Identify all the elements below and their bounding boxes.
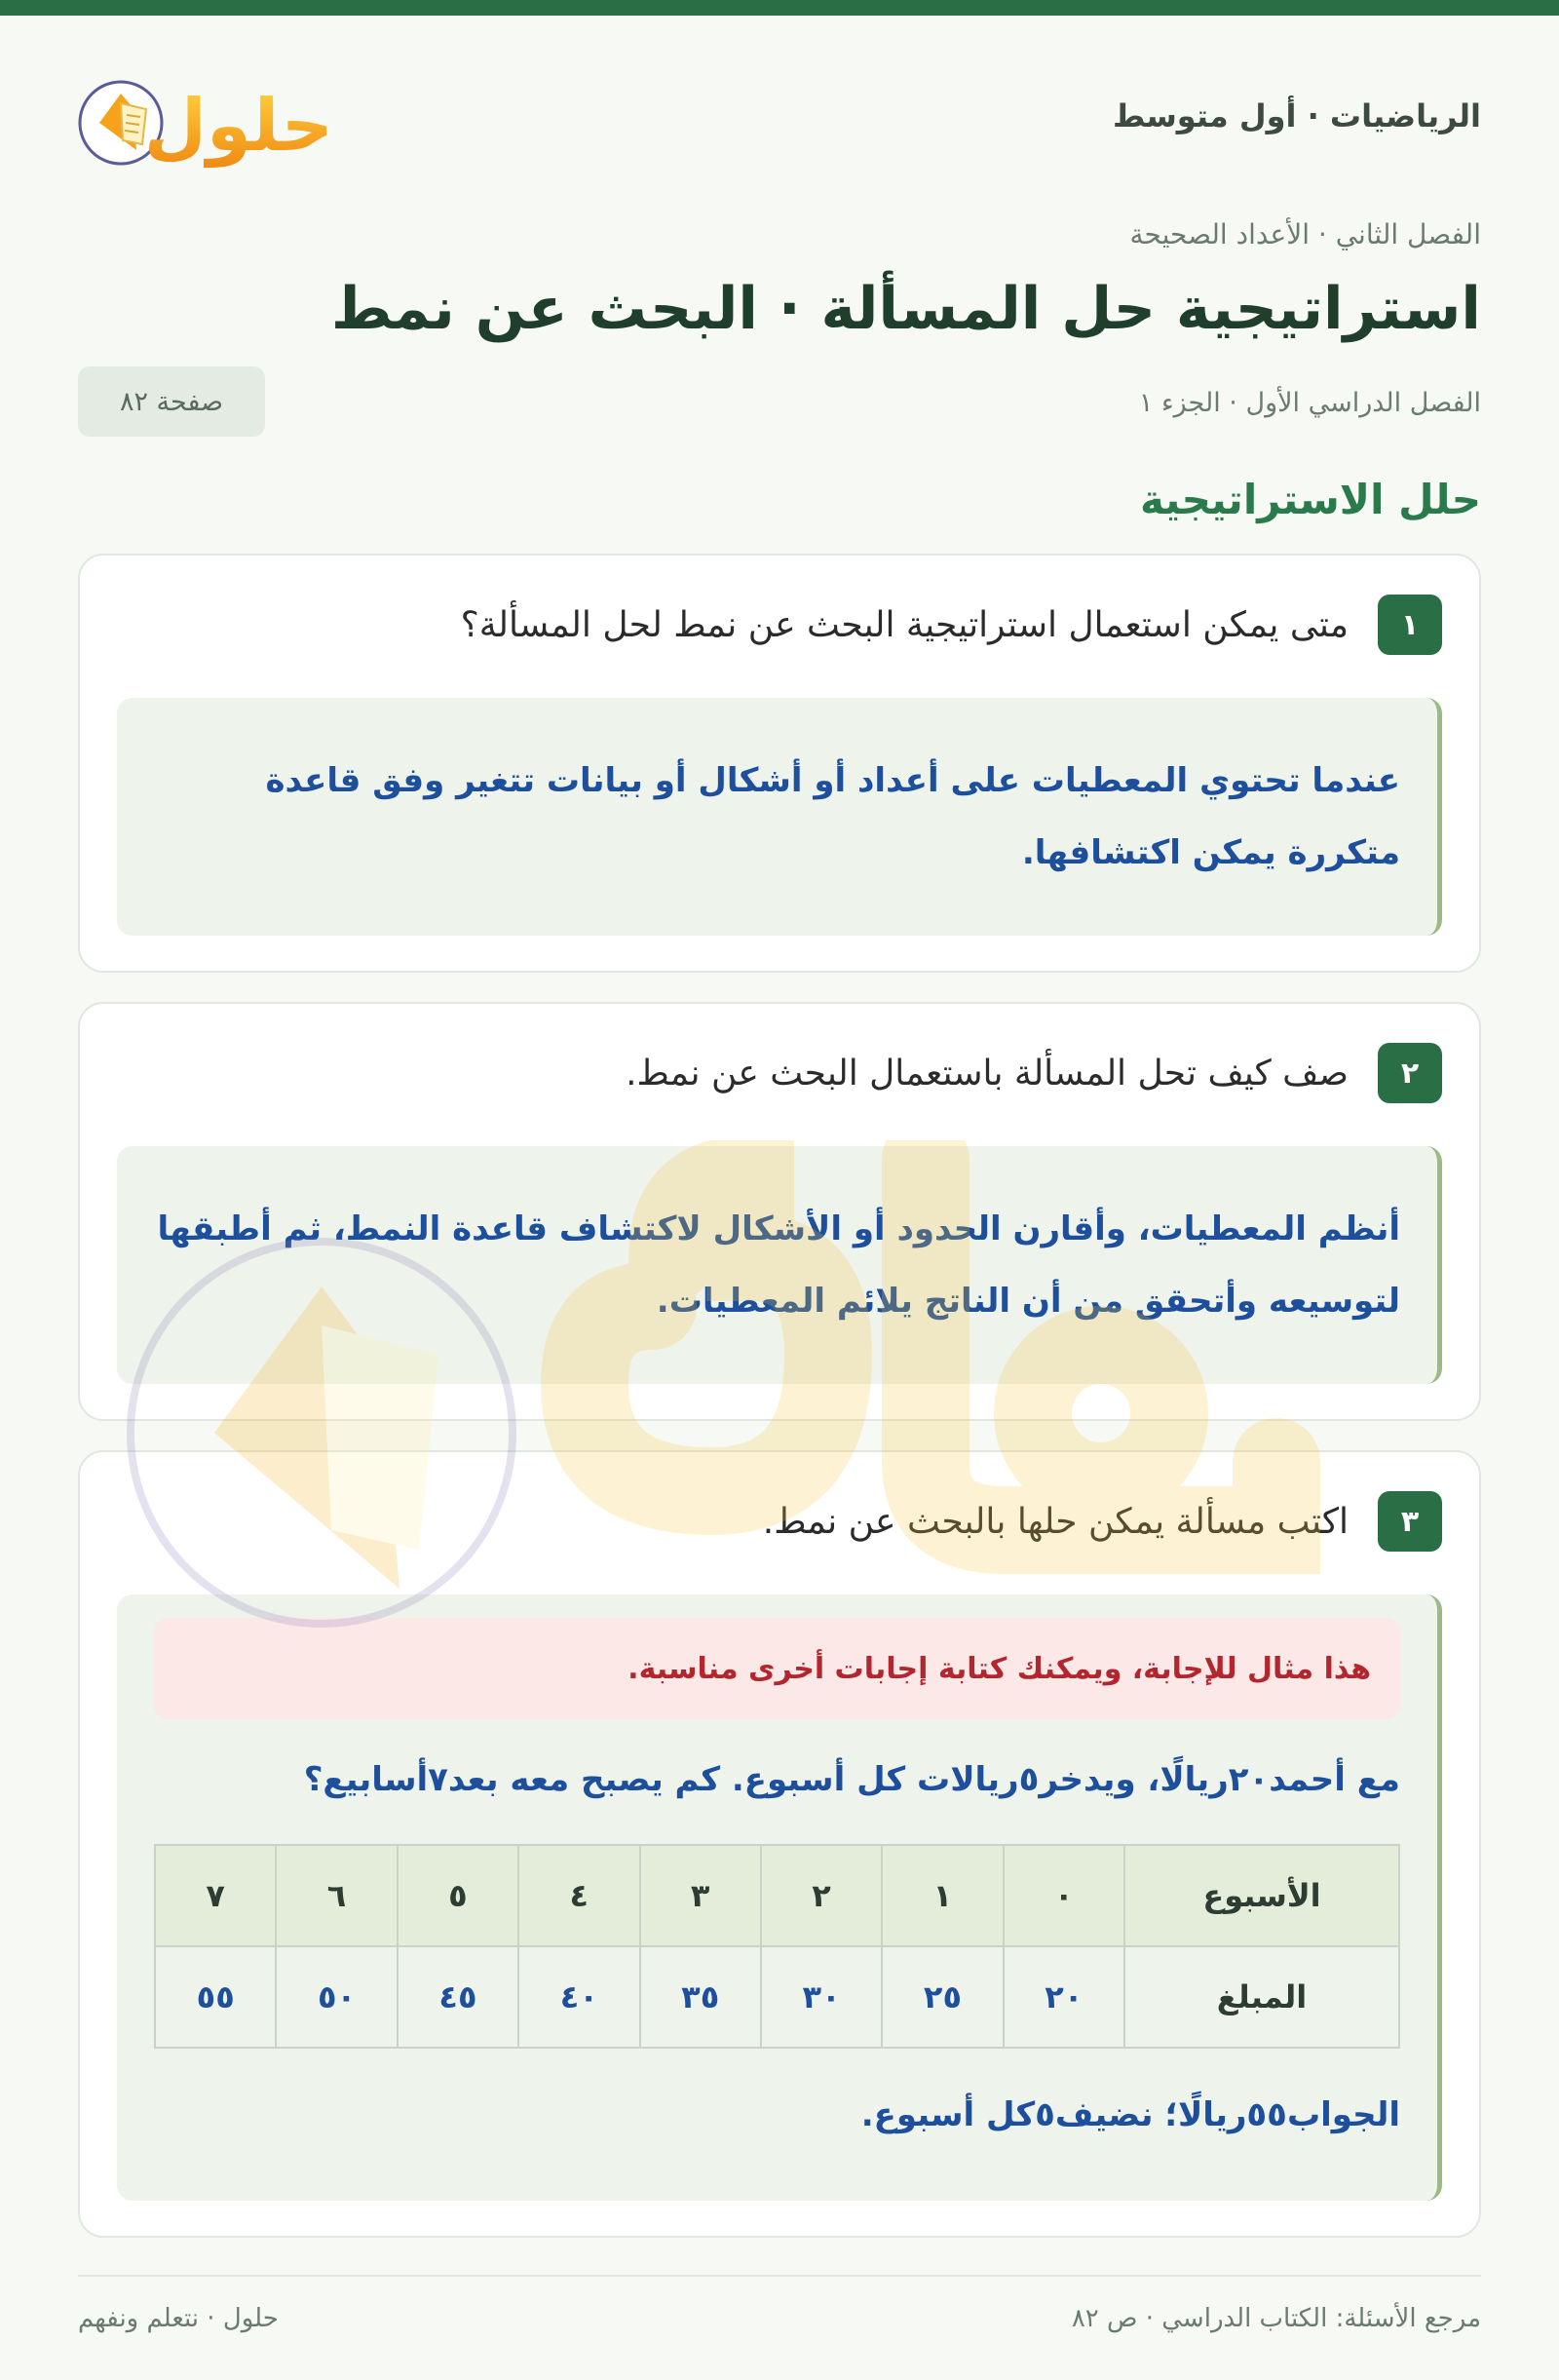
table-cell: ٣: [640, 1845, 761, 1946]
logo-text: حلول: [143, 84, 333, 168]
table-cell: ٠: [1004, 1845, 1124, 1946]
footer-divider: [78, 2275, 1481, 2277]
table-cell: ٤٥: [398, 1946, 518, 2048]
table-cell: ٥٥: [155, 1946, 276, 2048]
table-cell: ٢٠: [1004, 1946, 1124, 2048]
table-cell: ١: [882, 1845, 1003, 1946]
question-header: [626, 1043, 1442, 1103]
subject-label: الرياضيات · أول متوسط: [1113, 97, 1481, 134]
table-cell: ٥٠: [276, 1946, 397, 2048]
footer-brand: حلول · نتعلم ونفهم: [78, 2304, 279, 2333]
hulul-logo[interactable]: [78, 60, 351, 177]
footer-reference: مرجع الأسئلة: الكتاب الدراسي · ص ٨٢: [1071, 2304, 1481, 2333]
table-cell: ٣٠: [761, 1946, 882, 2048]
chapter-label: الفصل الثاني · الأعداد الصحيحة: [1129, 218, 1481, 250]
answer-box: [117, 1594, 1442, 2201]
header: [78, 60, 1481, 177]
table-cell: ٧: [155, 1845, 276, 1946]
answer-line: أنظم المعطيات، وأقارن الحدود أو الأشكال لاكتشاف قاعدة النمط، ثم أطبقها: [157, 1209, 1400, 1248]
table-row: [155, 1946, 1399, 2048]
table-row-label: الأسبوع: [1124, 1845, 1399, 1946]
answer-box: [117, 1146, 1442, 1384]
question-card-2: [78, 1002, 1481, 1421]
table-cell: ٤٠: [518, 1946, 639, 2048]
table-cell: ٦: [276, 1845, 397, 1946]
question-card-3: [78, 1450, 1481, 2238]
table-cell: ٤: [518, 1845, 639, 1946]
table-row-label: المبلغ: [1124, 1946, 1399, 2048]
answer-line: عندما تحتوي المعطيات على أعداد أو أشكال أو بيانات تتغير وفق قاعدة: [265, 761, 1400, 800]
page-title: استراتيجية حل المسألة · البحث عن نمط: [330, 275, 1481, 343]
problem-text: مع أحمد٢٠ريالًا، ويدخر٥ريالات كل أسبوع. كم يصبح معه بعد٧أسابيع؟: [303, 1760, 1400, 1799]
section-title: حلل الاستراتيجية: [1140, 476, 1481, 523]
question-card-1: [78, 554, 1481, 973]
answer-line: متكررة يمكن اكتشافها.: [1021, 833, 1400, 872]
pattern-table: [154, 1844, 1400, 2049]
table-cell: ٢: [761, 1845, 882, 1946]
question-text: صف كيف تحل المسألة باستعمال البحث عن نمط.: [626, 1053, 1349, 1094]
question-text: اكتب مسألة يمكن حلها بالبحث عن نمط.: [762, 1501, 1349, 1542]
question-header: [461, 595, 1442, 655]
table-cell: ٥: [398, 1845, 518, 1946]
table-cell: ٢٥: [882, 1946, 1003, 2048]
table-cell: ٣٥: [640, 1946, 761, 2048]
example-note: هذا مثال للإجابة، ويمكنك كتابة إجابات أخرى مناسبة.: [154, 1618, 1400, 1719]
page-number-badge: صفحة ٨٢: [78, 366, 265, 437]
question-number-badge: ٢: [1378, 1043, 1442, 1103]
final-answer: الجواب٥٥ريالًا؛ نضيف٥كل أسبوع.: [860, 2095, 1400, 2134]
question-number-badge: ١: [1378, 595, 1442, 655]
answer-line: لتوسيعه وأتحقق من أن الناتج يلائم المعطيات.: [656, 1282, 1400, 1321]
answer-box: [117, 698, 1442, 936]
top-accent-bar: [0, 0, 1559, 16]
table-row: [155, 1845, 1399, 1946]
question-text: متى يمكن استعمال استراتيجية البحث عن نمط لحل المسألة؟: [460, 604, 1349, 645]
question-number-badge: ٣: [1378, 1491, 1442, 1552]
term-label: الفصل الدراسي الأول · الجزء ١: [1138, 388, 1481, 418]
question-header: [763, 1491, 1442, 1552]
